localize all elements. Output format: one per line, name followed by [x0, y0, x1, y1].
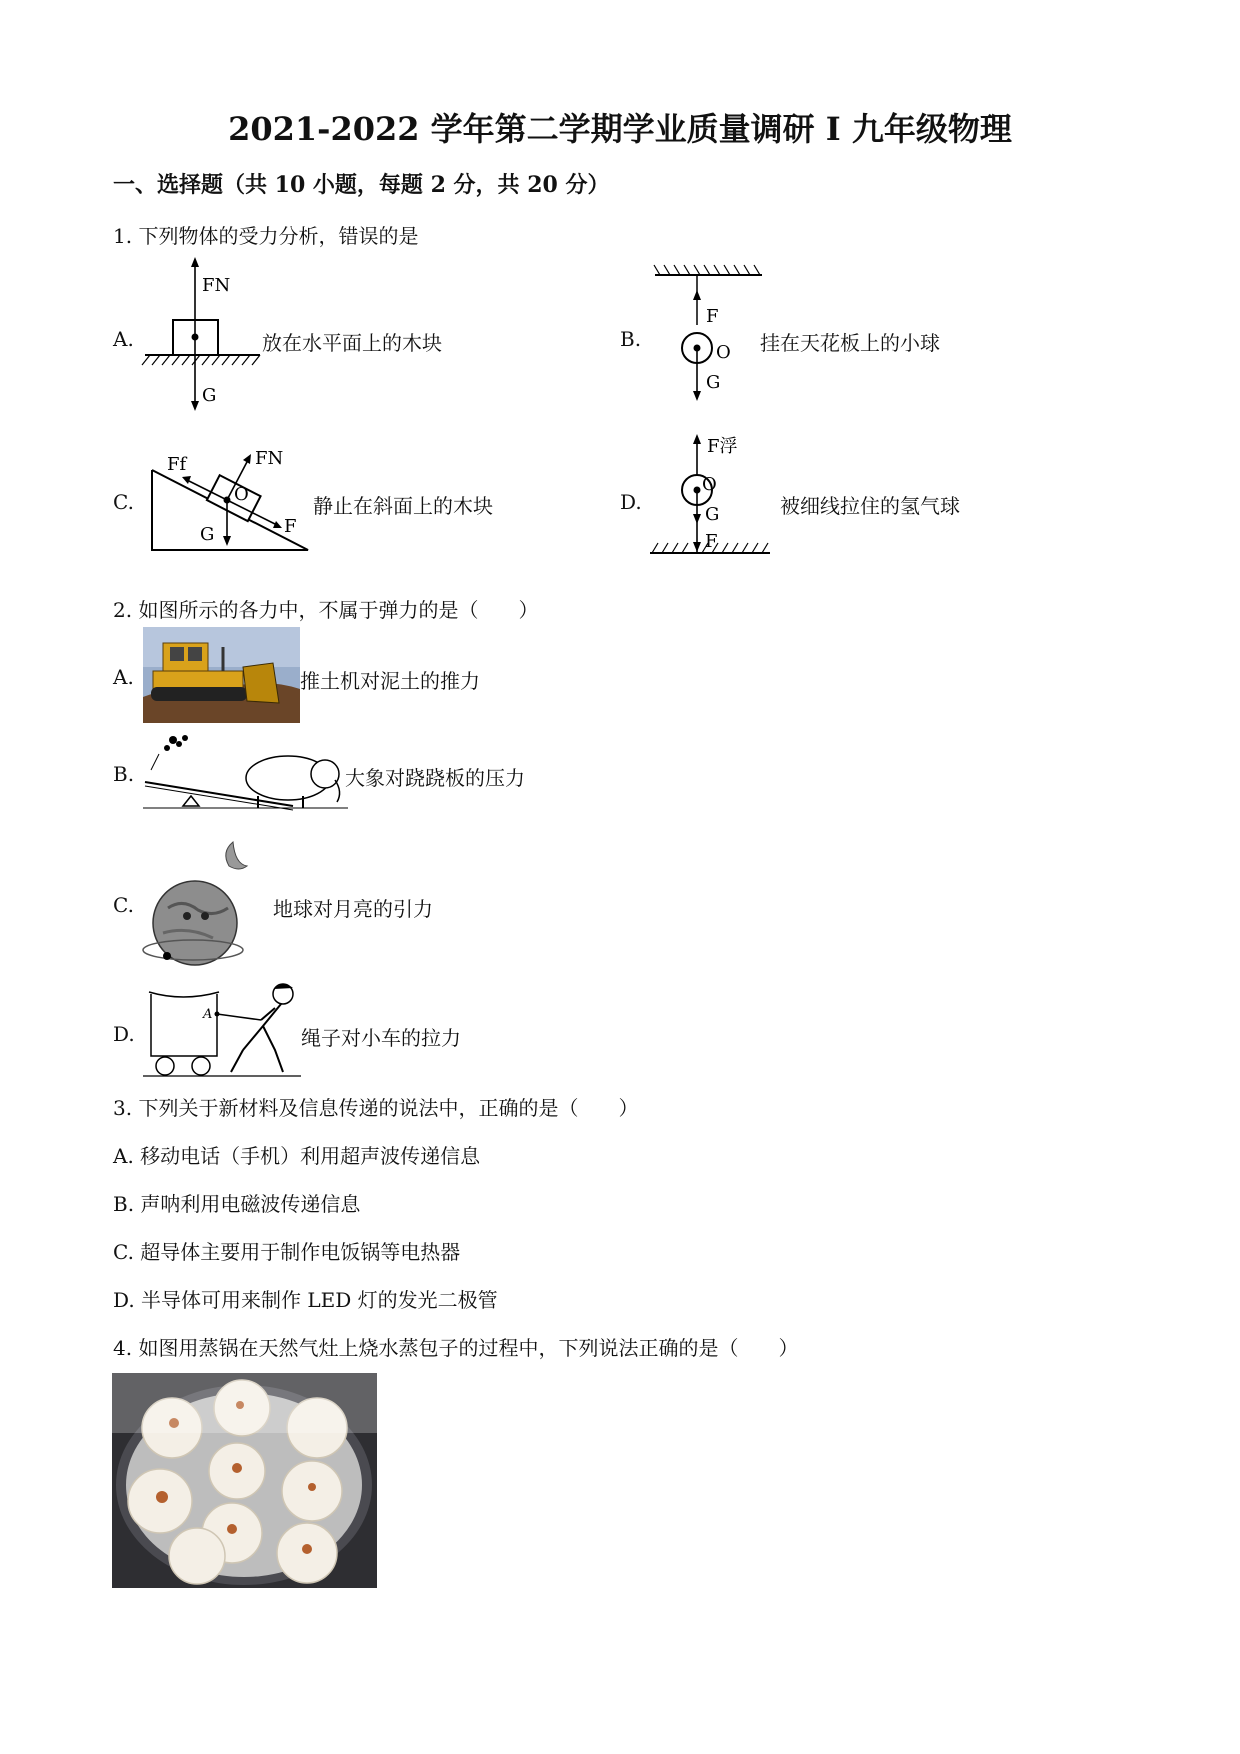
label-ff: Ff: [167, 454, 187, 475]
q1-option-c-letter: C.: [113, 490, 134, 514]
question-4-stem: 4. 如图用蒸锅在天然气灶上烧水蒸包子的过程中，下列说法正确的是（ ）: [113, 1336, 799, 1360]
bulldozer-image: [143, 627, 300, 723]
q2-option-a-caption: 推土机对泥土的推力: [300, 669, 480, 693]
q2-option-a-letter: A.: [113, 665, 134, 689]
q3-option-c: C. 超导体主要用于制作电饭锅等电热器: [113, 1240, 461, 1264]
label-f: F: [706, 306, 719, 327]
q2-option-b-caption: 大象对跷跷板的压力: [345, 766, 525, 790]
cart-point-label: A: [203, 1007, 213, 1022]
q1-option-a-caption: 放在水平面上的木块: [262, 331, 442, 355]
q2-option-c-caption: 地球对月亮的引力: [273, 897, 433, 921]
q1-option-c-caption: 静止在斜面上的木块: [313, 494, 493, 518]
question-2-stem: 2. 如图所示的各力中，不属于弹力的是（ ）: [113, 598, 539, 622]
q1-option-a-letter: A.: [113, 327, 134, 351]
q1-option-b-caption: 挂在天花板上的小球: [760, 331, 940, 355]
q3-option-b: B. 声呐利用电磁波传递信息: [113, 1192, 361, 1216]
q1-option-b-letter: B.: [620, 327, 642, 351]
label-f-buoyant: F浮: [707, 436, 738, 457]
q1-option-d-caption: 被细线拉住的氢气球: [780, 494, 960, 518]
label-g: G: [200, 524, 215, 545]
label-o: O: [716, 342, 731, 363]
q1-option-b-diagram: [650, 270, 770, 410]
earth-moon-image: [143, 838, 273, 968]
label-o: O: [702, 474, 717, 495]
steamed-buns-image: [112, 1373, 377, 1588]
q2-option-c-letter: C.: [113, 893, 134, 917]
q1-option-c-diagram: [140, 440, 320, 560]
label-fn: FN: [202, 275, 231, 296]
q1-option-a-diagram: [140, 255, 270, 415]
label-g: G: [706, 372, 721, 393]
q2-option-d-caption: 绳子对小车的拉力: [301, 1026, 461, 1050]
label-fn: FN: [255, 448, 284, 469]
q3-option-d: D. 半导体可用来制作 LED 灯的发光二极管: [113, 1288, 498, 1312]
question-3-stem: 3. 下列关于新材料及信息传递的说法中，正确的是（ ）: [113, 1096, 639, 1120]
cart-pull-image: [143, 980, 303, 1080]
q2-option-b-letter: B.: [113, 762, 135, 786]
q3-option-a: A. 移动电话（手机）利用超声波传递信息: [113, 1144, 481, 1168]
question-1-stem: 1. 下列物体的受力分析，错误的是: [113, 224, 419, 248]
elephant-seesaw-image: [143, 730, 348, 810]
label-g: G: [705, 504, 720, 525]
q1-option-d-diagram: [650, 430, 780, 570]
label-f: F: [284, 516, 297, 537]
q2-option-d-letter: D.: [113, 1022, 135, 1046]
page-title: 2021-2022 学年第二学期学业质量调研 I 九年级物理: [228, 110, 1012, 148]
label-g: G: [202, 385, 217, 406]
label-f: F: [705, 531, 718, 552]
q1-option-d-letter: D.: [620, 490, 642, 514]
label-o: O: [234, 484, 249, 505]
section-heading: 一、选择题（共 10 小题，每题 2 分，共 20 分）: [113, 172, 610, 198]
